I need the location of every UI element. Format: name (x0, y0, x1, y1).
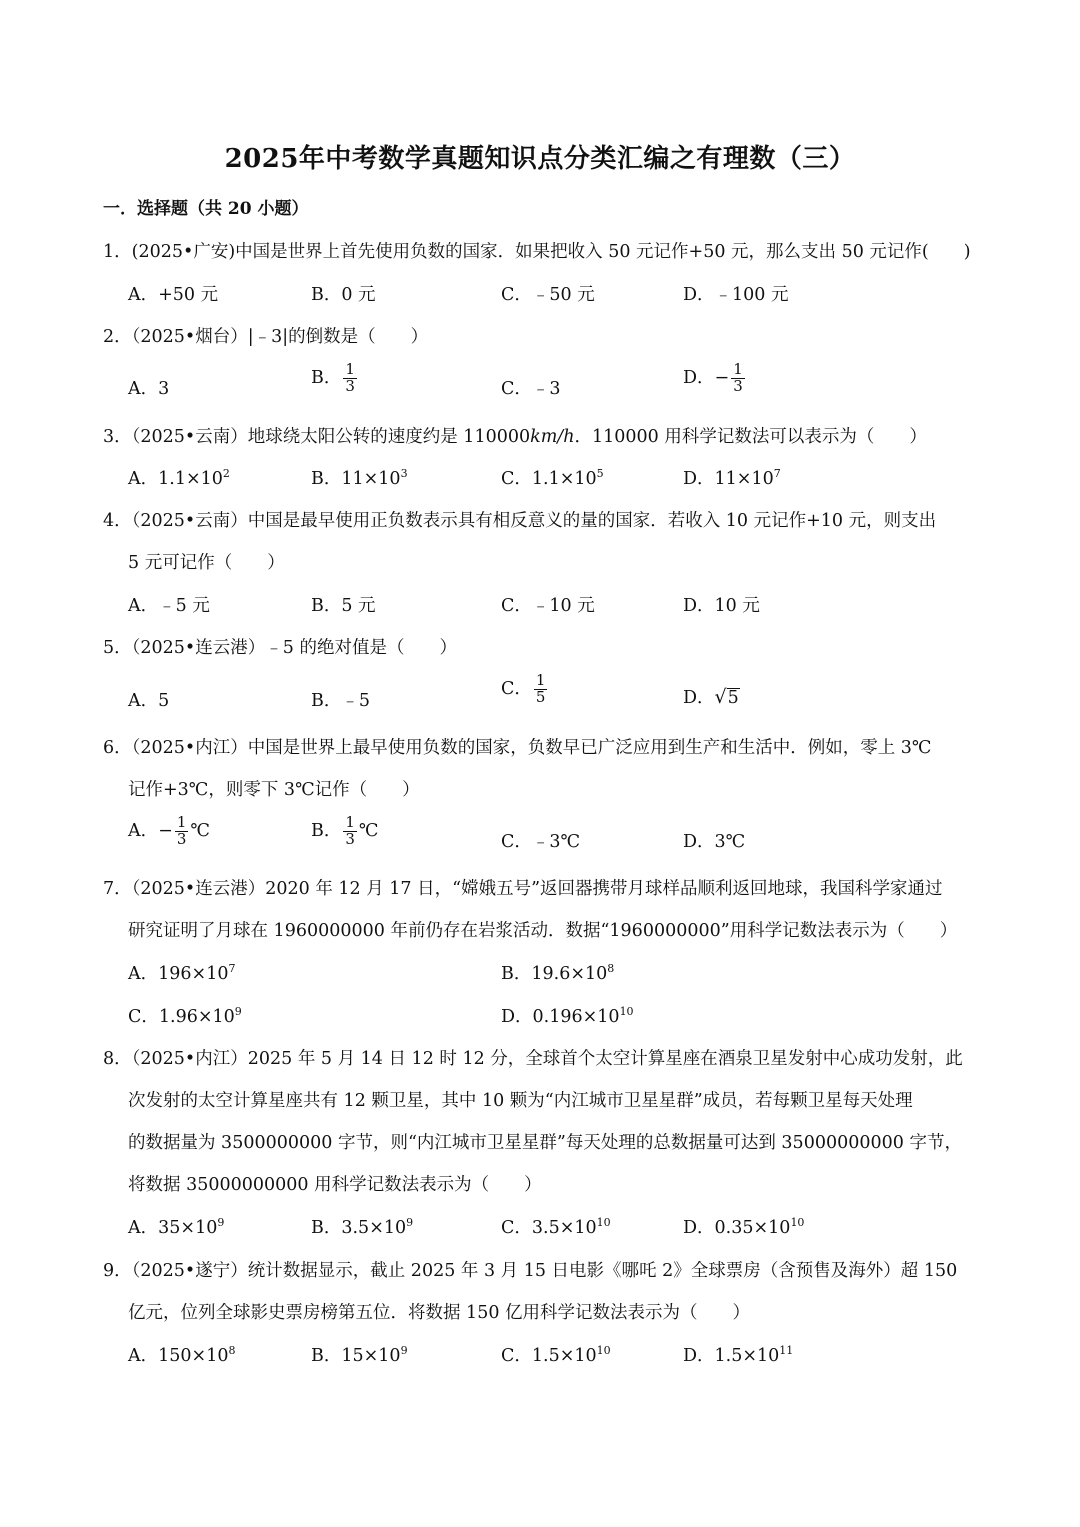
q6-option-c: C．﹣3℃ (501, 832, 581, 852)
exponent: 9 (406, 1216, 414, 1229)
q3-speed-unit: km/h (530, 427, 575, 447)
exponent: 10 (596, 1344, 611, 1357)
fraction (343, 815, 357, 848)
question-2-stem: 2．（2025•烟台）|﹣3|的倒数是（ ） (103, 327, 429, 347)
question-4-stem-line-1: 4．（2025•云南）中国是最早使用正负数表示具有相反意义的量的国家．若收入 10 元记作+10 元，则支出 (103, 511, 937, 531)
fraction (175, 815, 189, 848)
q6-option-b-label: B． (311, 820, 342, 841)
question-8-stem-line-4: 将数据 35000000000 用科学记数法表示为（ ） (128, 1175, 542, 1195)
q9-option-b (311, 1342, 408, 1367)
base: B．15×10 (311, 1346, 401, 1366)
q2-option-a: A．3 (128, 379, 170, 399)
denominator: 3 (345, 376, 355, 395)
denominator: 3 (176, 829, 187, 848)
exponent: 9 (400, 1344, 408, 1357)
base: A．196×10 (128, 964, 229, 984)
celsius-unit: ℃ (358, 820, 379, 841)
question-1-stem: 1．(2025•广安)中国是世界上首先使用负数的国家．如果把收入 50 元记作+50 元，那么支出 50 元记作( ) (103, 242, 971, 262)
q7-option-b (501, 960, 614, 985)
q5-option-c (501, 673, 549, 706)
q5-option-a: A．5 (128, 691, 170, 711)
q8-option-d (683, 1214, 804, 1239)
q6-option-a (128, 815, 210, 848)
question-8-stem-line-2: 次发射的太空计算星座共有 12 颗卫星，其中 10 颗为“内江城市卫星星群”成员，若每颗卫星每天处理 (128, 1091, 913, 1111)
base: C．1.96×10 (128, 1007, 235, 1027)
q2-option-d-label: D．− (683, 367, 730, 388)
q3-option-d (683, 465, 781, 490)
base: C．1.1×10 (501, 469, 597, 489)
q2-option-b-label: B． (311, 367, 342, 388)
base: A．150×10 (128, 1346, 229, 1366)
q1-option-c: C．﹣50 元 (501, 285, 595, 305)
denominator: 3 (733, 376, 743, 395)
question-9-stem-line-1: 9．（2025•遂宁）统计数据显示，截止 2025 年 3 月 15 日电影《哪吒 2》全球票房（含预售及海外）超 150 (103, 1261, 958, 1281)
q2-option-d (683, 362, 747, 395)
q6-option-b (311, 815, 379, 848)
base: A．1.1×10 (128, 469, 223, 489)
numerator: 1 (345, 813, 355, 831)
question-7-stem-line-1: 7．（2025•连云港）2020 年 12 月 17 日，“嫦娥五号”返回器携带月球样品顺利返回地球，我国科学家通过 (103, 879, 943, 899)
q4-option-d: D．10 元 (683, 596, 760, 616)
q1-option-a: A．+50 元 (128, 285, 219, 305)
radical-sign: √ (714, 686, 727, 708)
fraction (731, 362, 745, 395)
q1-option-b: B．0 元 (311, 285, 376, 305)
base: D．11×10 (683, 469, 774, 489)
q2-option-c: C．﹣3 (501, 379, 561, 399)
q3-option-b (311, 465, 408, 490)
numerator: 1 (733, 360, 743, 378)
question-7-stem-line-2: 研究证明了月球在 1960000000 年前仍存在岩浆活动．数据“1960000000”用科学记数法表示为（ ） (128, 921, 958, 941)
base: D．0.35×10 (683, 1218, 791, 1238)
section-heading: 一．选择题（共 20 小题） (103, 199, 309, 219)
base: C．1.5×10 (501, 1346, 597, 1366)
exponent: 5 (596, 467, 604, 480)
exponent: 9 (217, 1216, 225, 1229)
q7-option-a (128, 960, 235, 985)
base: B．3.5×10 (311, 1218, 407, 1238)
q8-option-a (128, 1214, 224, 1239)
exponent: 11 (779, 1344, 794, 1357)
exponent: 3 (400, 467, 408, 480)
exponent: 7 (228, 962, 236, 975)
q9-option-d (683, 1342, 793, 1367)
exponent: 8 (607, 962, 615, 975)
q1-option-d: D．﹣100 元 (683, 285, 789, 305)
q6-option-a-label: A．− (128, 820, 173, 841)
square-root (715, 686, 740, 708)
exponent: 10 (619, 1005, 634, 1018)
numerator: 1 (535, 671, 546, 689)
question-6-stem-line-1: 6．（2025•内江）中国是世界上最早使用负数的国家，负数早已广泛应用到生产和生活中．例如，零上 3℃ (103, 738, 932, 758)
q3-stem-end: ．110000 用科学记数法可以表示为（ ） (574, 427, 927, 447)
base: D．0.196×10 (501, 1007, 620, 1027)
q9-option-c (501, 1342, 611, 1367)
question-3-stem (103, 423, 927, 448)
q5-option-b: B．﹣5 (311, 691, 370, 711)
question-6-stem-line-2: 记作+3℃，则零下 3℃记作（ ） (128, 780, 420, 800)
q5-option-d-label: D． (683, 688, 715, 708)
q3-stem-start: 3．（2025•云南）地球绕太阳公转的速度约是 110000 (103, 427, 531, 447)
q2-option-b (311, 362, 359, 395)
question-9-stem-line-2: 亿元，位列全球影史票房榜第五位．将数据 150 亿用科学记数法表示为（ ） (128, 1303, 751, 1323)
question-5-stem: 5．（2025•连云港）﹣5 的绝对值是（ ） (103, 638, 457, 658)
page-title: 2025年中考数学真题知识点分类汇编之有理数（三） (224, 144, 856, 174)
q3-option-c (501, 465, 604, 490)
numerator: 1 (176, 813, 187, 831)
numerator: 1 (345, 360, 355, 378)
question-4-stem-line-2: 5 元可记作（ ） (128, 553, 285, 573)
exponent: 2 (222, 467, 230, 480)
radicand: 5 (727, 687, 739, 708)
exponent: 9 (234, 1005, 242, 1018)
base: A．35×10 (128, 1218, 218, 1238)
q3-option-a (128, 465, 230, 490)
q4-option-c: C．﹣10 元 (501, 596, 595, 616)
base: B．19.6×10 (501, 964, 608, 984)
q8-option-c (501, 1214, 611, 1239)
base: B．11×10 (311, 469, 401, 489)
q4-option-a: A．﹣5 元 (128, 596, 210, 616)
base: C．3.5×10 (501, 1218, 597, 1238)
denominator: 3 (345, 829, 355, 848)
q5-option-c-label: C． (501, 678, 532, 699)
exponent: 10 (790, 1216, 805, 1229)
q8-option-b (311, 1214, 413, 1239)
q5-option-d (683, 684, 740, 709)
q7-option-d (501, 1003, 634, 1028)
denominator: 5 (535, 687, 546, 706)
fraction (534, 673, 548, 706)
question-8-stem-line-1: 8．（2025•内江）2025 年 5 月 14 日 12 时 12 分，全球首个太空计算星座在酒泉卫星发射中心成功发射，此 (103, 1049, 963, 1069)
celsius-unit: ℃ (190, 820, 210, 841)
base: D．1.5×10 (683, 1346, 780, 1366)
q4-option-b: B．5 元 (311, 596, 376, 616)
question-8-stem-line-3: 的数据量为 3500000000 字节，则“内江城市卫星星群”每天处理的总数据量可达到 35000000000 字节， (128, 1133, 962, 1153)
q6-option-d: D．3℃ (683, 832, 746, 852)
fraction (343, 362, 357, 395)
exponent: 10 (596, 1216, 611, 1229)
q7-option-c (128, 1003, 242, 1028)
exponent: 7 (773, 467, 781, 480)
q9-option-a (128, 1342, 235, 1367)
exponent: 8 (228, 1344, 236, 1357)
